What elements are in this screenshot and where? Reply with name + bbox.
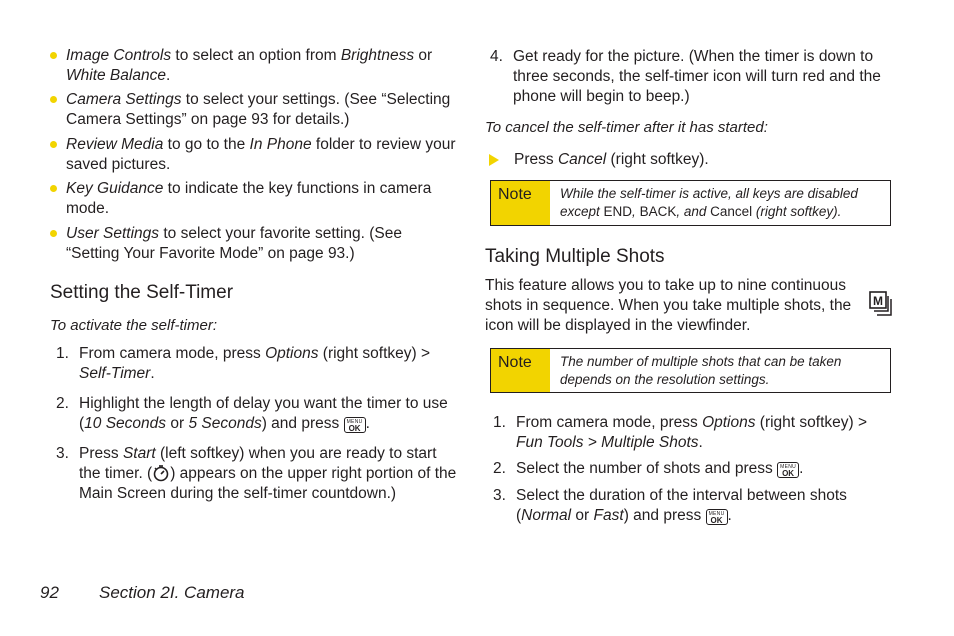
note-text-part: , and xyxy=(676,204,711,219)
step-text: (left softkey) when you are ready to start the timer. ( xyxy=(79,445,437,482)
bullet-text: folder to review your saved pictures. xyxy=(66,136,456,173)
multiple-shots-icon xyxy=(869,291,893,317)
bullet-em: In Phone xyxy=(249,136,312,153)
step-number: 1. xyxy=(493,414,506,431)
bullet-lead: Review Media xyxy=(66,136,164,153)
step-2: 2. Highlight the length of delay you want the timer to use (10 Seconds or 5 Seconds) and press MENU OK . xyxy=(56,395,448,433)
section-heading-multiple-shots: Taking Multiple Shots xyxy=(485,246,665,267)
note-label: Note xyxy=(491,181,550,225)
key-top-label: MENU xyxy=(708,511,725,517)
bullet-text: or xyxy=(414,47,433,64)
step-em: 5 Seconds xyxy=(188,415,262,432)
note-label: Note xyxy=(491,349,550,392)
step-text: or xyxy=(571,507,594,524)
step-number: 3. xyxy=(56,445,69,462)
note-text-part: (right softkey). xyxy=(752,204,842,219)
menu-ok-key-icon xyxy=(344,417,366,433)
note-text: The number of multiple shots that can be taken depends on the resolution settings. xyxy=(560,354,842,387)
step-text: (right softkey) > xyxy=(318,345,431,362)
bullet-image-controls xyxy=(48,46,458,86)
step-text: . xyxy=(698,434,703,451)
step-em: Fast xyxy=(593,507,624,524)
step-em: Self-Timer xyxy=(79,365,151,382)
step-em: 10 Seconds xyxy=(84,415,167,432)
step-4 xyxy=(482,47,893,107)
step-text: Select the duration of the interval between shots ( xyxy=(516,487,847,524)
bullet-text: to select an option from xyxy=(171,47,341,64)
bullet-camera-settings xyxy=(48,90,458,130)
bullet-text: . xyxy=(165,67,171,84)
step-number: 2. xyxy=(56,395,69,412)
arrow-bullet-icon xyxy=(489,154,499,166)
note-text-part: , xyxy=(632,204,640,219)
bullet-em: Brightness xyxy=(340,47,415,64)
section-heading-self-timer: Setting the Self-Timer xyxy=(50,282,234,303)
step-text: From camera mode, press xyxy=(79,345,266,362)
step-number: 2. xyxy=(493,460,506,477)
subheading-activate: To activate the self-timer: xyxy=(50,317,218,334)
step-text: From camera mode, press xyxy=(516,414,703,431)
note-box-multiple-shots xyxy=(490,348,891,393)
bullet-key-guidance xyxy=(48,179,458,219)
key-bottom-label: OK xyxy=(348,424,361,433)
step-text: . xyxy=(799,460,804,477)
step-text: ) and press xyxy=(623,507,706,524)
bullet-text: to indicate the key functions in camera mode. xyxy=(66,180,432,217)
step-1 xyxy=(48,344,458,384)
bullet-review-media xyxy=(48,135,458,175)
section-label: Section 2I. Camera xyxy=(99,583,245,602)
step-text: or xyxy=(166,415,189,432)
para-line: icon will be displayed in the viewfinder. xyxy=(485,317,751,334)
bullet-dot-icon xyxy=(50,141,57,148)
menu-ok-key-icon xyxy=(706,509,728,525)
key-top-label: MENU xyxy=(346,419,363,425)
step-number: 3. xyxy=(493,487,506,504)
bullet-lead: Image Controls xyxy=(66,47,172,64)
step-text: (right softkey) > xyxy=(755,414,868,431)
step-em: Cancel xyxy=(557,151,607,168)
bullet-dot-icon xyxy=(50,185,57,192)
note-box-self-timer xyxy=(490,180,891,226)
bullet-em: White Balance xyxy=(66,67,166,84)
note-text-part: While the self-timer is active, all keys are disabled except xyxy=(560,186,858,219)
page-number: 92 xyxy=(40,583,59,602)
step-em: Fun Tools > Multiple Shots xyxy=(516,434,699,451)
multiple-shots-paragraph xyxy=(485,276,869,336)
step-text: Press xyxy=(79,445,123,462)
bullet-dot-icon xyxy=(50,52,57,59)
step-em: Normal xyxy=(521,507,572,524)
step-em: Options xyxy=(702,414,756,431)
note-key: Cancel xyxy=(710,204,753,219)
step-em: Options xyxy=(265,345,319,362)
bullet-text: to select your settings. (See “Selecting Camera Settings” on page 93 for details.) xyxy=(66,91,451,128)
step-em: Start xyxy=(122,445,156,462)
bullet-text: to select your favorite setting. (See “Setting Your Favorite Mode” on page 93.) xyxy=(66,225,402,262)
multi-step-1 xyxy=(485,413,896,453)
note-key: END xyxy=(603,204,633,219)
self-timer-icon xyxy=(152,464,170,482)
para-line: This feature allows you to take up to nine continuous xyxy=(485,277,847,294)
bullet-dot-icon xyxy=(50,230,57,237)
multi-step-3 xyxy=(485,486,896,526)
key-bottom-label: OK xyxy=(782,469,795,478)
key-bottom-label: OK xyxy=(710,516,723,525)
step-text: Press xyxy=(514,151,558,168)
subheading-cancel: To cancel the self-timer after it has started: xyxy=(485,119,768,136)
step-3 xyxy=(48,444,458,504)
step-number: 4. xyxy=(490,48,503,65)
step-text: (right softkey). xyxy=(606,151,709,168)
step-text: Highlight the length of delay you want the timer to use ( xyxy=(79,395,448,432)
step-text: . xyxy=(150,365,155,382)
step-text: ) and press xyxy=(261,415,344,432)
key-top-label: MENU xyxy=(780,464,797,470)
step-text: . xyxy=(727,507,732,524)
step-text: Select the number of shots and press xyxy=(516,460,778,477)
bullet-text: to go to the xyxy=(163,136,250,153)
note-text xyxy=(550,181,890,225)
multi-step-2 xyxy=(485,459,896,479)
bullet-lead: Camera Settings xyxy=(66,91,182,108)
note-key: BACK xyxy=(639,204,677,219)
step-number: 1. xyxy=(56,345,69,362)
bullet-user-settings xyxy=(48,224,458,264)
bullet-dot-icon xyxy=(50,96,57,103)
step-text: Get ready for the picture. (When the timer is down to three seconds, the self-timer icon will turn red and the phone will begin to beep.) xyxy=(513,48,881,105)
svg-text:M: M xyxy=(873,294,883,308)
bullet-lead: User Settings xyxy=(66,225,160,242)
menu-ok-key-icon xyxy=(777,462,799,478)
cancel-step xyxy=(485,150,894,170)
para-line: shots in sequence. When you take multiple shots, the xyxy=(485,297,852,314)
step-text: ) appears on the upper right portion of the Main Screen during the self-timer countdown.) xyxy=(79,465,457,502)
bullet-lead: Key Guidance xyxy=(66,180,164,197)
